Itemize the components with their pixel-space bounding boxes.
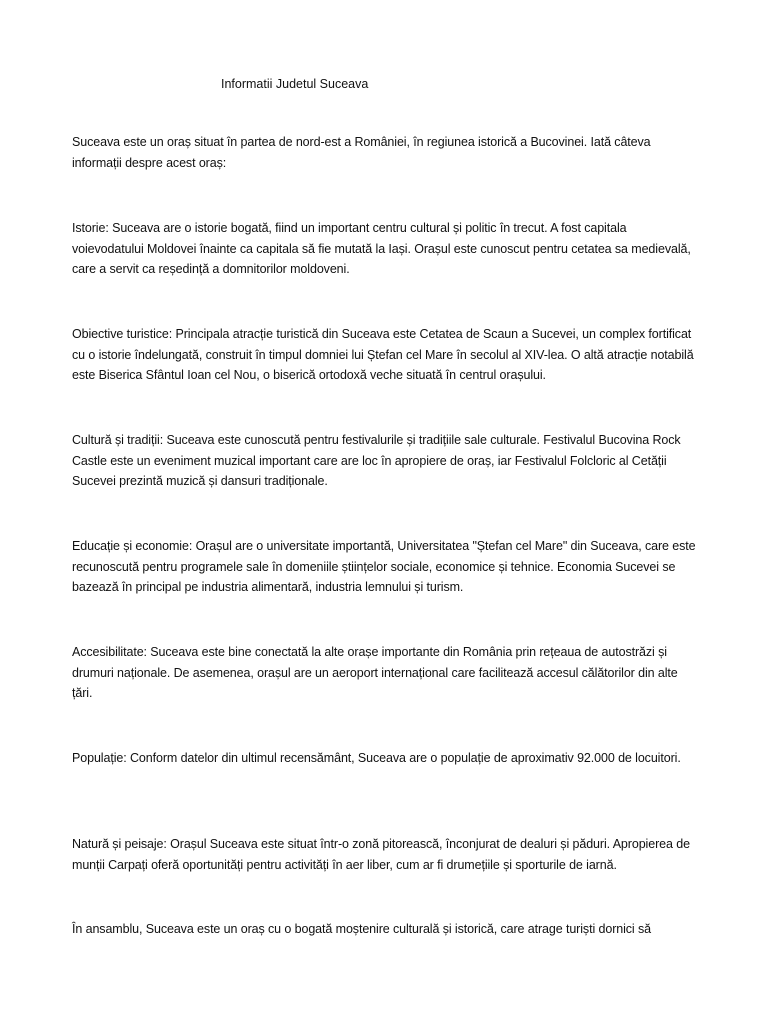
paragraph-intro: Suceava este un oraș situat în partea de nord-est a României, în regiunea istorică a Bucovinei. Iată câteva informații despre acest oraș:	[72, 135, 651, 170]
paragraph-education-economy: Educație și economie: Orașul are o universitate importantă, Universitatea "Ștefan cel Mare" din Suceava, care este recunoscută pentru programele sale în domeniile științelor sociale, economice și tehnice. Economia Sucevei se bazează în principal pe industria alimentară, industria lemnului și turism.	[72, 539, 696, 594]
paragraph-nature-landscapes: Natură și peisaje: Orașul Suceava este situat într-o zonă pitorească, înconjurat de dealuri și păduri. Apropierea de munții Carpați oferă oportunități pentru activități în aer liber, cum ar fi drumețiile și sporturile de iarnă.	[72, 837, 690, 872]
paragraph-culture-traditions: Cultură și tradiții: Suceava este cunoscută pentru festivalurile și tradițiile sale culturale. Festivalul Bucovina Rock Castle este un eveniment muzical important care are loc în apropiere de oraș, iar Festivalul Folcloric al Cetății Sucevei prezintă muzică și dansuri tradiționale.	[72, 433, 681, 488]
paragraph-conclusion: În ansamblu, Suceava este un oraș cu o bogată moștenire culturală și istorică, care atrage turiști dornici să	[72, 922, 651, 936]
paragraph-population: Populație: Conform datelor din ultimul recensământ, Suceava are o populație de aproximativ 92.000 de locuitori.	[72, 751, 681, 765]
document-title: Informatii Judetul Suceava	[221, 77, 369, 91]
paragraph-history: Istorie: Suceava are o istorie bogată, fiind un important centru cultural și politic în trecut. A fost capitala voievodatului Moldovei înainte ca capitala să fie mutată la Iași. Orașul este cunoscut pentru cetatea sa medievală, care a servit ca reședință a domnitorilor moldoveni.	[72, 221, 691, 276]
paragraph-tourist-attractions: Obiective turistice: Principala atracție turistică din Suceava este Cetatea de Scaun a Sucevei, un complex fortificat cu o istorie îndelungată, construit în timpul domniei lui Ștefan cel Mare în secolul al XIV-lea. O altă atracție notabilă este Biserica Sfântul Ioan cel Nou, o biserică ortodoxă veche situată în centrul orașului.	[72, 327, 694, 382]
paragraph-accessibility: Accesibilitate: Suceava este bine conectată la alte orașe importante din România prin rețeaua de autostrăzi și drumuri naționale. De asemenea, orașul are un aeroport internațional care facilitează accesul călătorilor din alte țări.	[72, 645, 678, 700]
